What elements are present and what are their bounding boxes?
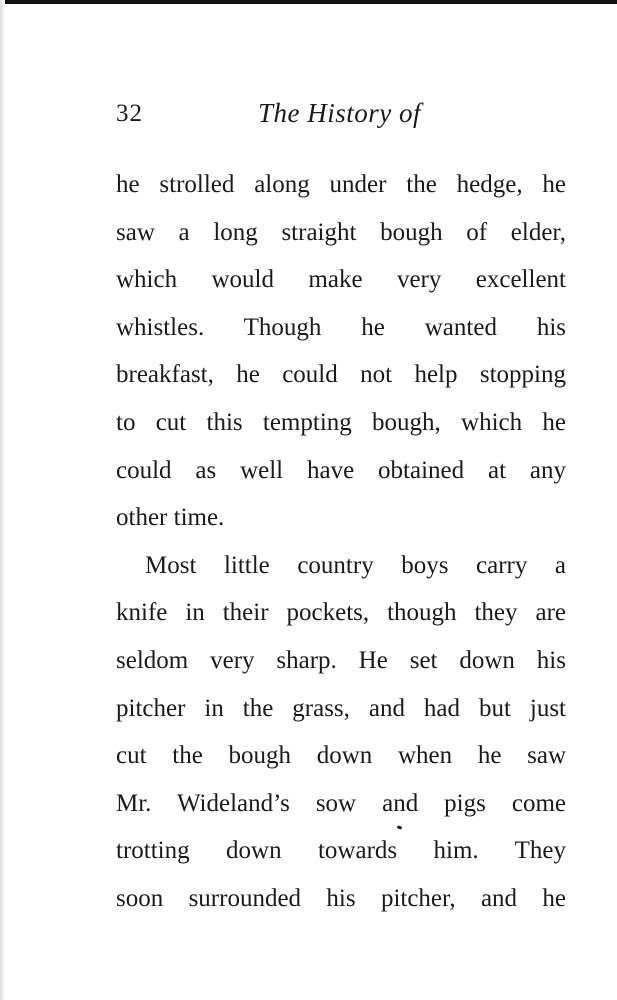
text-line: knife in their pockets, though they are [116,599,566,627]
body-text [116,168,566,930]
text-line: pitcher in the grass, and had but just [116,694,566,722]
text-line: saw a long straight bough of elder, [116,218,566,246]
text-line: soon surrounded his pitcher, and he [116,884,566,912]
text-line: cut the bough down when he saw [116,742,566,770]
running-title: The History of [258,98,422,128]
running-head [0,100,617,140]
text-line: Most little country boys carry a [145,551,566,579]
text-line: trotting down towards him. They [116,837,566,865]
paragraph-1 [116,168,566,549]
text-line: he strolled along under the hedge, he [116,171,566,198]
text-line: breakfast, he could not help stopping [116,361,566,389]
scan-top-border [0,0,617,4]
text-line: Mr. Wideland’s sow and pigs come [116,789,566,817]
text-line: whistles. Though he wanted his [116,313,566,341]
scan-left-shadow [0,0,5,1000]
page-number: 32 [116,100,143,127]
text-line: other time. [116,504,225,532]
paragraph-2 [116,549,566,930]
text-line: which would make very excellent [116,266,566,294]
text-line: to cut this tempting bough, which he [116,408,566,436]
text-line: could as well have obtained at any [116,456,566,484]
text-line: seldom very sharp. He set down his [116,646,566,674]
